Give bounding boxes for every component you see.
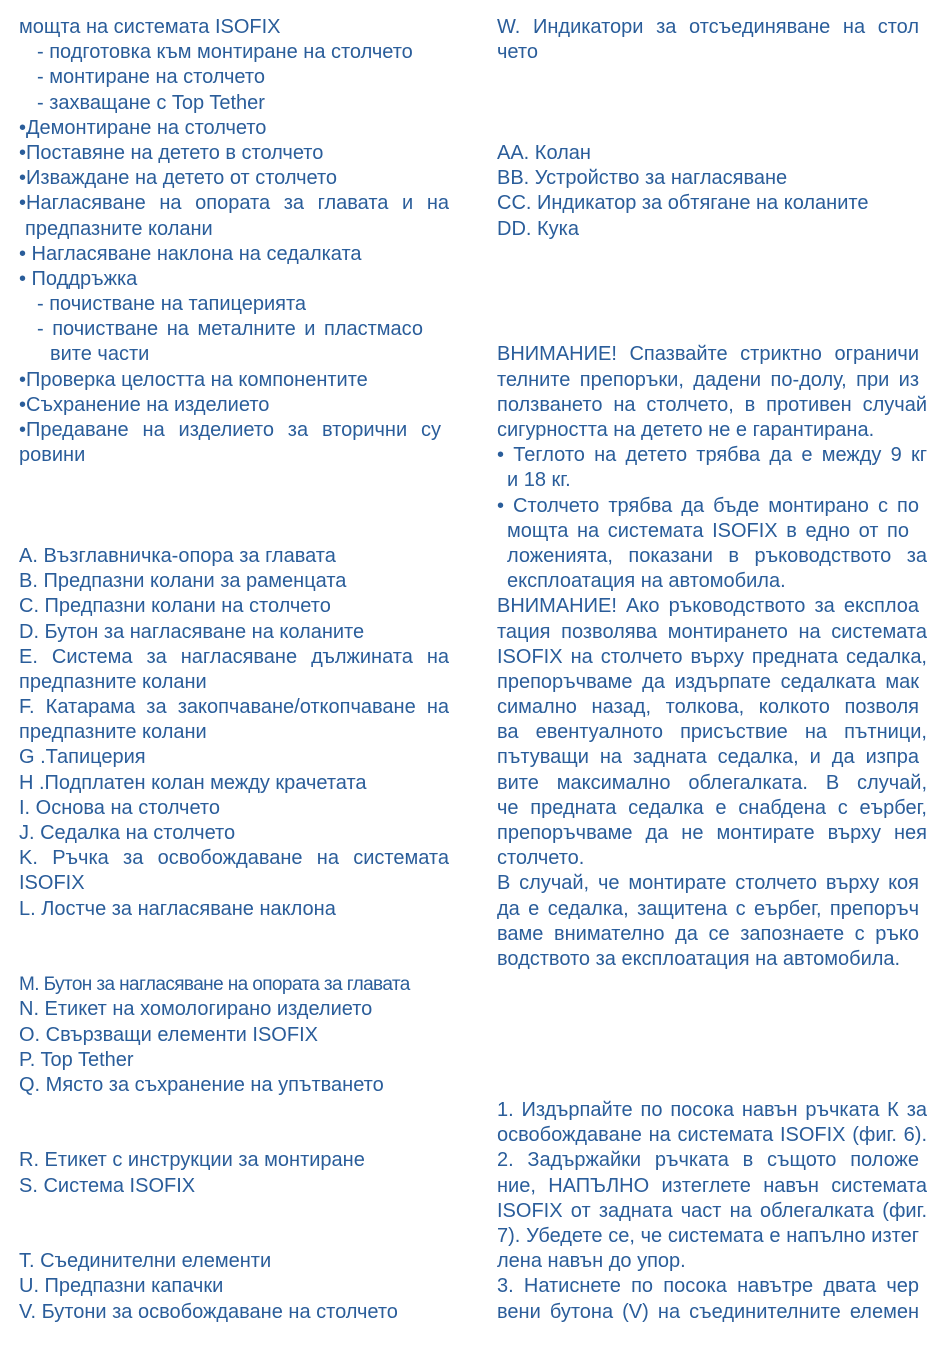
- text-line: W. Индикатори за отсъединяване на стол: [497, 16, 919, 38]
- text-line: H .Подплатен колан между крачетата: [19, 771, 367, 794]
- blank-line: [19, 468, 449, 493]
- text-line: ползването на столчето, в противен случай: [497, 393, 927, 416]
- text-line: F. Катарама за закопчаване/откопчаване на: [19, 696, 449, 719]
- blank-line: [497, 267, 927, 292]
- blank-line: [497, 242, 927, 267]
- text-line: ISOFIX от задната част на облегалката (фиг.: [497, 1199, 927, 1222]
- text-line: •Съхранение на изделието: [19, 393, 270, 416]
- blank-line: [19, 947, 449, 972]
- text-line: вите максимално облегалката. В случай,: [497, 771, 927, 794]
- text-line: предпазните колани: [19, 721, 207, 744]
- text-line: DD. Кука: [497, 217, 579, 240]
- text-line: A. Възглавничка-опора за главата: [19, 544, 336, 567]
- text-line: и 18 кг.: [507, 469, 571, 492]
- text-line: J. Седалка на столчето: [19, 822, 236, 844]
- text-line: телните препоръки, дадени по-долу, при из: [497, 368, 919, 391]
- text-line: O. Свързващи елементи ISOFIX: [19, 1023, 318, 1046]
- text-line: T. Съединителни елементи: [19, 1250, 272, 1273]
- text-line: 7). Убедете се, че системата е напълно изтег: [497, 1225, 919, 1247]
- text-line: столчето.: [497, 847, 585, 870]
- text-line: препоръчваме да издърпате седалката мак: [497, 670, 919, 693]
- text-line: L. Лостче за нагласяване наклона: [19, 897, 336, 920]
- text-line: •Проверка целостта на компонентите: [19, 368, 368, 391]
- text-line: мощта на системата ISOFIX в едно от по: [507, 519, 909, 542]
- text-line: N. Етикет на хомологирано изделието: [19, 998, 373, 1021]
- text-line: • Столчето трябва да бъде монтирано с по: [497, 494, 919, 517]
- text-line: •Изваждане на детето от столчето: [19, 167, 338, 190]
- text-line: симално назад, толкова, колкото позволя: [497, 696, 919, 719]
- text-line: ние, НАПЪЛНО изтеглете навън системата: [497, 1174, 927, 1197]
- text-line: R. Етикет с инструкции за монтиране: [19, 1149, 365, 1172]
- text-line: препоръчваме да не монтирате върху нея: [497, 822, 927, 844]
- text-line: M. Бутон за нагласяване на опората за главата: [19, 974, 410, 996]
- blank-line: [497, 91, 927, 116]
- text-line: 3. Натиснете по посока навътре двата чер: [497, 1275, 919, 1298]
- text-line: експлоатация на автомобила.: [507, 570, 786, 593]
- blank-line: [497, 292, 927, 317]
- blank-line: [497, 317, 927, 342]
- text-line: ва евентуалното присъствие на пътници,: [497, 721, 927, 744]
- text-line: BB. Устройство за нагласяване: [497, 167, 788, 190]
- text-line: чето: [497, 41, 538, 64]
- text-line: предпазните колани: [25, 217, 213, 240]
- text-line: освобождаване на системата ISOFIX (фиг. 6).: [497, 1124, 927, 1147]
- text-line: • Нагласяване наклона на седалката: [19, 242, 362, 265]
- text-line: лена навън до упор.: [497, 1250, 686, 1273]
- text-line: E. Система за нагласяване дължината на: [19, 645, 449, 668]
- text-line: вите части: [50, 343, 150, 366]
- text-line: ВНИМАНИЕ! Ако ръководството за експлоа: [497, 595, 919, 618]
- blank-line: [19, 922, 449, 947]
- text-line: ложенията, показани в ръководството за: [507, 544, 927, 567]
- text-line: •Поставяне на детето в столчето: [19, 141, 324, 164]
- text-line: мощта на системата ISOFIX: [19, 16, 281, 38]
- text-line: P. Top Tether: [19, 1048, 134, 1071]
- text-line: D. Бутон за нагласяване на коланите: [19, 620, 365, 643]
- text-line: ISOFIX на столчето върху предната седалка,: [497, 645, 927, 668]
- text-line: K. Ръчка за освобождаване на системата: [19, 847, 449, 870]
- text-line: че предната седалка е снабдена с еърбег,: [497, 796, 927, 819]
- text-line: да е седалка, защитена с еърбег, препоръч: [497, 897, 919, 920]
- blank-line: [19, 1199, 449, 1224]
- blank-line: [19, 1098, 449, 1123]
- text-line: Q. Място за съхранение на упътването: [19, 1073, 384, 1096]
- blank-line: [19, 519, 449, 544]
- blank-line: [497, 65, 927, 90]
- text-line: - почистване на металните и пластмасо: [37, 318, 423, 341]
- text-line: AA. Колан: [497, 141, 591, 164]
- text-line: •Нагласяване на опората за главата и на: [19, 192, 449, 215]
- text-line: водството за експлоатация на автомобила.: [497, 947, 901, 970]
- blank-line: [497, 1023, 927, 1048]
- text-line: CC. Индикатор за обтягане на коланите: [497, 192, 869, 215]
- blank-line: [19, 1123, 449, 1148]
- text-line: •Предаване на изделието за вторични су: [19, 419, 441, 441]
- text-line: I. Основа на столчето: [19, 796, 220, 819]
- text-line: - монтиране на столчето: [37, 66, 265, 89]
- text-line: 1. Издърпайте по посока навън ръчката К за: [497, 1099, 927, 1122]
- text-line: ровини: [19, 444, 86, 467]
- text-line: В случай, че монтирате столчето върху коя: [497, 872, 919, 895]
- blank-line: [19, 1224, 449, 1249]
- text-line: S. Система ISOFIX: [19, 1174, 196, 1197]
- text-line: V. Бутони за освобождаване на столчето: [19, 1300, 398, 1323]
- text-line: • Поддръжка: [19, 267, 138, 290]
- text-line: предпазните колани: [19, 670, 207, 693]
- text-line: пътуващи на задната седалка, и да изпра: [497, 746, 919, 769]
- text-line: вени бутона (V) на съединителните елемен: [497, 1300, 919, 1323]
- text-line: C. Предпазни колани на столчето: [19, 595, 331, 618]
- text-line: - подготовка към монтиране на столчето: [37, 41, 413, 64]
- text-line: тация позволява монтирането на системата: [497, 620, 927, 643]
- blank-line: [497, 116, 927, 141]
- blank-line: [497, 972, 927, 997]
- text-line: сигурността на детето не е гарантирана.: [497, 419, 875, 441]
- left-column: [19, 15, 449, 1325]
- text-line: ваме внимателно да се запознаете с ръко: [497, 922, 919, 945]
- blank-line: [497, 997, 927, 1022]
- text-line: ВНИМАНИЕ! Спазвайте стриктно ограничи: [497, 343, 919, 366]
- text-line: U. Предпазни капачки: [19, 1275, 224, 1298]
- text-line: G .Тапицерия: [19, 746, 146, 769]
- text-line: - захващане с Top Tether: [37, 91, 265, 114]
- text-line: ISOFIX: [19, 872, 85, 895]
- blank-line: [497, 1073, 927, 1098]
- blank-line: [497, 1048, 927, 1073]
- text-line: •Демонтиране на столчето: [19, 116, 267, 139]
- text-line: 2. Задържайки ръчката в същото положе: [497, 1149, 919, 1172]
- text-line: B. Предпазни колани за раменцата: [19, 570, 347, 593]
- right-column: [497, 15, 927, 1325]
- blank-line: [19, 494, 449, 519]
- text-line: • Теглото на детето трябва да е между 9 кг: [497, 444, 927, 467]
- text-line: - почистване на тапицерията: [37, 293, 307, 316]
